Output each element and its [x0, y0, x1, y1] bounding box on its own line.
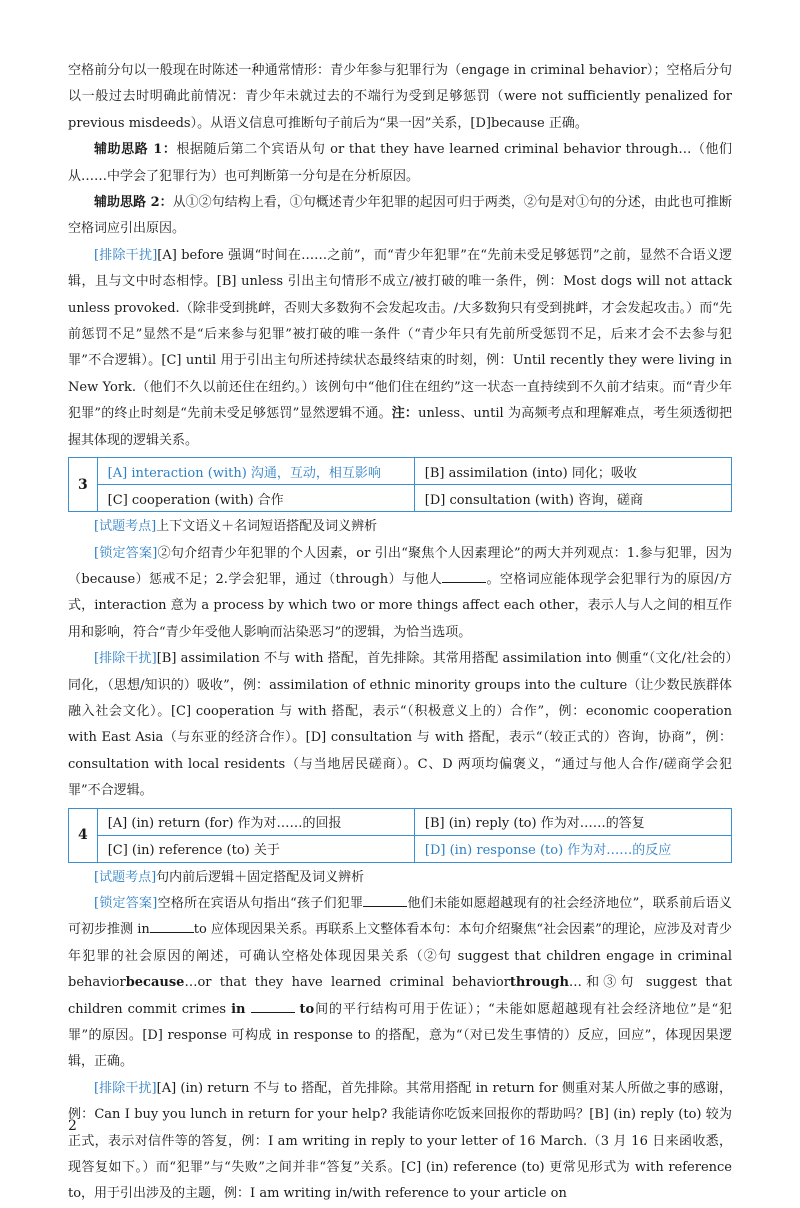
q3-answer-text-1: ②句介绍青少年犯罪的个人因素，or 引出“聚焦个人因素理论”的两大并列观点：1.参与犯罪，因为（because）惩戒不足；2.学会犯罪，通过（through）与他人 [68, 545, 732, 587]
point-tag: [试题考点] [94, 869, 157, 885]
q4-answer-text-4: …or that they have learned criminal behavior [184, 975, 510, 991]
q4-answer-text-1: 空格所在宾语从句指出“孩子们犯罪 [157, 895, 364, 911]
bold-because: because [125, 975, 185, 991]
options-table-q4 [68, 808, 732, 863]
option-d: [D] consultation (with) 咨询，磋商 [414, 485, 731, 512]
q2-exclude-text: [A] before 强调“时间在……之前”，而“青少年犯罪”在“先前未受足够惩罚”之前，显然不合语义逻辑，且与文中时态相悖。[B] unless 引出主句情形不成立/被打破的唯一条件，例：Most dogs will not attack unless provoked.（除非受到挑衅，否则大多数狗不会发起攻击。/大多数狗只有受到挑衅，才会发起攻击。）而“先前惩罚不足”显然不是“后来参与犯罪”被打破的唯一条件（“青少年只有先前所受惩罚不足，后来才会不去参与犯罪”不合逻辑）。[C] until 用于引出主句所述持续状态最终结束的时刻，例：Until recently they were living in New York.（他们不久以前还住在纽约。）该例句中“他们住在纽约”这一状态一直持续到不久前才结束。而“青少年犯罪”的终止时刻是“先前未受足够惩罚”显然逻辑不通。 [68, 247, 732, 422]
bold-through: through [509, 975, 569, 991]
page-number: 2 [68, 1118, 77, 1134]
exclude-tag: [排除干扰] [94, 247, 158, 263]
q4-exclude-text: [A] (in) return 不与 to 搭配，首先排除。其常用搭配 in return for 侧重对某人所做之事的感谢，例：Can I buy you lunch in return for your help? 我能请你吃饭来回报你的帮助吗？[B] (in) reply (to) 较为正式，表示对信件等的答复，例：I am writing in reply to your letter of 16 March.（3 月 16 日来函收悉，现答复如下。）而“犯罪”与“失败”之间并非“答复”关系。[C] (in) reference (to) 更常见形式为 with reference to，用于引出涉及的主题，例：I am writing in/with reference to your article on [68, 1080, 732, 1202]
option-d: [D] (in) response (to) 作为对……的反应 [414, 835, 731, 862]
option-b: [B] assimilation (into) 同化；吸收 [414, 458, 731, 485]
option-c: [C] (in) reference (to) 关于 [97, 835, 414, 862]
paragraph-q2-analysis: 空格前分句以一般现在时陈述一种通常情形：青少年参与犯罪行为（engage in criminal behavior）；空格后分句以一般过去时明确此前情况：青少年未就过去的不端行为受到足够惩罚（were not sufficiently penalized for previous misdeeds）。从语义信息可推断句子前后为“果一因”关系，[D]because 正确。 [68, 63, 732, 131]
paragraph-aux-1 [68, 137, 732, 190]
option-a: [A] interaction (with) 沟通，互动，相互影响 [97, 458, 414, 485]
option-a: [A] (in) return (for) 作为对……的回报 [97, 808, 414, 835]
paragraph-q3-exclude [68, 646, 732, 804]
paragraph-q4-answer [68, 891, 732, 1076]
paragraph-q3-answer [68, 541, 732, 647]
q3-point-text: 上下文语义＋名词短语搭配及词义辨析 [156, 519, 378, 535]
paragraph-q3-point [68, 514, 732, 540]
aux-1-label: 辅助思路 1： [94, 142, 177, 158]
question-number: 3 [69, 458, 98, 512]
aux-2-text: 从①②句结构上看，①句概述青少年犯罪的起因可归于两类，②句是对①句的分述，由此也可推断空格词应引出原因。 [68, 195, 732, 237]
paragraph-q4-exclude [68, 1076, 732, 1208]
answer-blank [442, 570, 486, 583]
point-tag: [试题考点] [94, 519, 157, 535]
options-table-q3 [68, 457, 732, 512]
paragraph-aux-2 [68, 190, 732, 243]
q4-answer-text-6: 间的平行结构可用于佐证）；“未能如愿超越现有社会经济地位”是“犯罪”的原因。[D] response 可构成 in response to 的搭配，意为“（对已发生事情的）反应，回应”，体现因果逻辑，正确。 [68, 1001, 732, 1070]
option-b: [B] (in) reply (to) 作为对……的答复 [414, 808, 731, 835]
page-content [68, 58, 732, 1208]
q4-answer-text-5: …和③句 suggest that children commit crimes [68, 975, 732, 1017]
q3-answer-text-2: 。空格词应能体现学会犯罪行为的原因/方式，interaction 意为 a process by which two or more things affect each other，表示人与人之间的相互作用和影响，符合“青少年受他人影响而沾染恶习”的逻辑，为恰当选项。 [68, 571, 732, 640]
option-c: [C] cooperation (with) 合作 [97, 485, 414, 512]
bold-to: to [299, 1001, 315, 1017]
paragraph-q2-exclude [68, 243, 732, 454]
exclude-tag: [排除干扰] [94, 651, 157, 667]
note-text: unless、until 为高频考点和理解难点，考生须透彻把握其体现的逻辑关系。 [68, 406, 732, 448]
note-label: 注： [391, 406, 419, 422]
q4-point-text: 句内前后逻辑＋固定搭配及词义辨析 [156, 869, 365, 885]
question-number: 4 [69, 808, 98, 862]
bold-in: in [231, 1001, 246, 1017]
paragraph-q4-point [68, 865, 732, 891]
answer-blank [363, 894, 407, 907]
q3-exclude-text: [B] assimilation 不与 with 搭配，首先排除。其常用搭配 assimilation into 侧重“（文化/社会的）同化，（思想/知识的）吸收”，例：assimilation of ethnic minority groups into the culture（让少数民族群体融入社会文化）。[C] cooperation 与 with 搭配，表示“（积极意义上的）合作”，例：economic cooperation with East Asia（与东亚的经济合作）。[D] consultation 与 with 搭配，表示“（较正式的）咨询，协商”，例：consultation with local residents（与当地居民磋商）。C、D 两项均偏褒义，“通过与他人合作/磋商学会犯罪”不合逻辑。 [68, 651, 732, 799]
aux-1-text: 根据随后第二个宾语从句 or that they have learned criminal behavior through…（他们从……中学会了犯罪行为）也可判断第一分句是在分析原因。 [68, 142, 732, 184]
aux-2-label: 辅助思路 2： [94, 195, 173, 211]
answer-blank [150, 920, 194, 933]
answer-tag: [锁定答案] [94, 545, 158, 561]
exclude-tag: [排除干扰] [94, 1080, 157, 1096]
answer-tag: [锁定答案] [94, 895, 158, 911]
answer-blank [251, 1000, 295, 1013]
q4-answer-text-2: 他们未能如愿超越现有的社会经济地位”，联系前后语义可初步推测 in [68, 895, 732, 938]
q4-answer-text-3: to 应体现因果关系。再联系上文整体看本句：本句介绍聚焦“社会因素”的理论，应涉及对青少年犯罪的社会原因的阐述，可确认空格处体现因果关系（②句 suggest that children engage in criminal behavior [68, 922, 732, 991]
